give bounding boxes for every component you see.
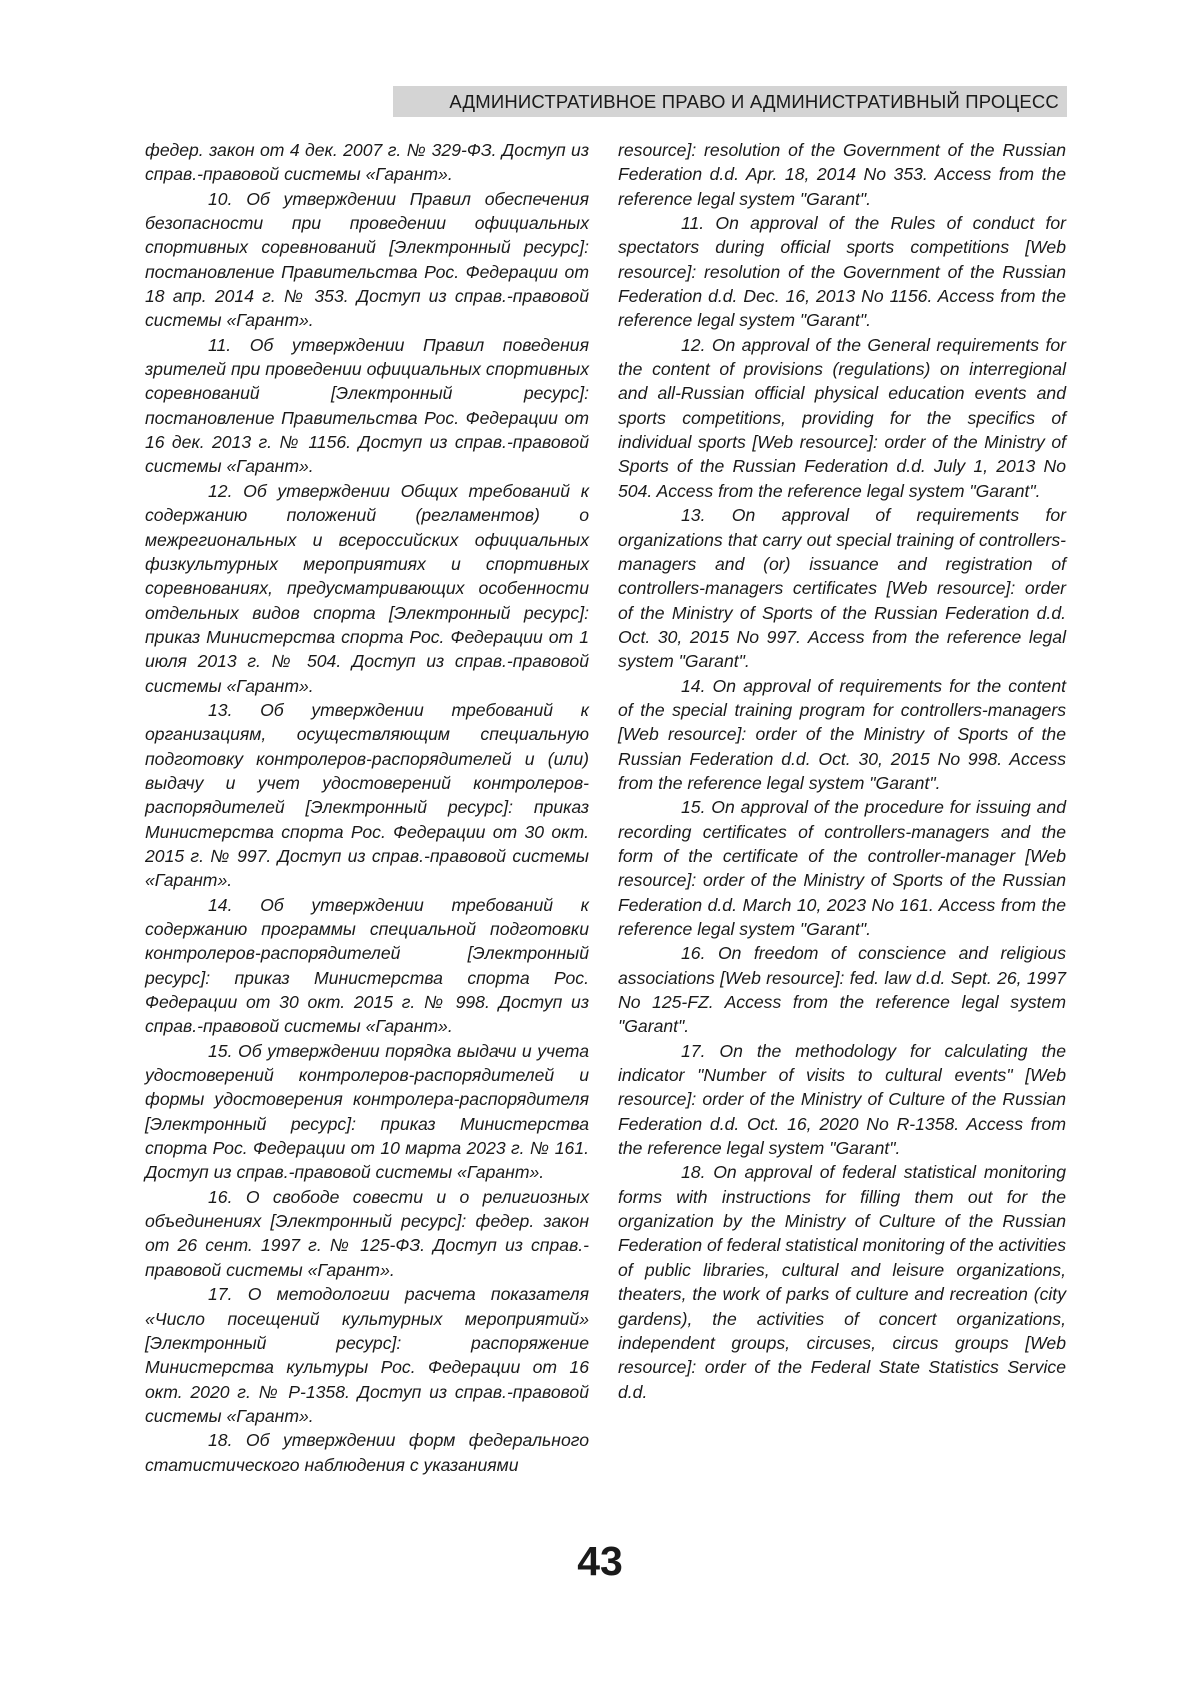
right-column-references xyxy=(618,138,1066,1404)
reference-en-10-continuation: resource]: resolution of the Government of the Russian Federation d.d. Apr. 18, 2014 No 353. Access from the reference legal system "Garant". xyxy=(618,140,1066,209)
reference-12: 12. Об утверждении Общих требований к содержанию положений (регламентов) о межрегиональных и всероссийских официальных физкультурных мероприятиях и спортивных соревнованиях, предусматривающих особенности отдельных видов спорта [Электронный ресурс]: приказ Министерства спорта Рос. Федерации от 1 июля 2013 г. № 504. Доступ из справ.-правовой системы «Гарант». xyxy=(145,480,589,696)
reference-en-15: 15. On approval of the procedure for issuing and recording certificates of controllers-managers and the form of the certificate of the controller-manager [Web resource]: order of the Ministry of Sports of the Russian Federation d.d. March 10, 2023 No 161. Access from the reference legal system "Garant". xyxy=(618,797,1066,939)
reference-en-16: 16. On freedom of conscience and religious associations [Web resource]: fed. law d.d. Sept. 26, 1997 No 125-FZ. Access from the reference legal system "Garant". xyxy=(618,943,1066,1037)
reference-15: 15. Об утверждении порядка выдачи и учета удостоверений контролеров-распорядителей и формы удостоверения контролера-распорядителя [Электронный ресурс]: приказ Министерства спорта Рос. Федерации от 10 марта 2023 г. № 161. Доступ из справ.-правовой системы «Гарант». xyxy=(145,1040,589,1183)
reference-9-continuation: федер. закон от 4 дек. 2007 г. № 329-ФЗ. Доступ из справ.-правовой системы «Гарант». xyxy=(145,140,589,185)
page-number: 43 xyxy=(577,1538,623,1584)
reference-14: 14. Об утверждении требований к содержанию программы специальной подготовки контролеров-распорядителей [Электронный ресурс]: приказ Министерства спорта Рос. Федерации от 30 окт. 2015 г. № 998. Доступ из справ.-правовой системы «Гарант». xyxy=(145,894,589,1037)
left-column-references xyxy=(145,138,589,1477)
reference-en-14: 14. On approval of requirements for the content of the special training program for controllers-managers [Web resource]: order of the Ministry of Sports of the Russian Federation d.d. Oct. 30, 2015 No 998. Access from the reference legal system "Garant". xyxy=(618,675,1066,793)
reference-en-12: 12. On approval of the General requirements for the content of provisions (regulations) on interregional and all-Russian official physical education events and sports competitions, providing for the specifics of individual sports [Web resource]: order of the Ministry of Sports of the Russian Federation d.d. July 1, 2013 No 504. Access from the reference legal system "Garant". xyxy=(618,334,1066,501)
reference-en-11: 11. On approval of the Rules of conduct for spectators during official sports competitions [Web resource]: resolution of the Government of the Russian Federation d.d. Dec. 16, 2013 No 1156. Access from the reference legal system "Garant". xyxy=(618,213,1066,331)
running-header: АДМИНИСТРАТИВНОЕ ПРАВО И АДМИНИСТРАТИВНЫЙ ПРОЦЕСС xyxy=(393,86,1067,117)
reference-18: 18. Об утверждении форм федерального статистического наблюдения с указаниями xyxy=(145,1430,589,1475)
reference-13: 13. Об утверждении требований к организациям, осуществляющим специальную подготовку контролеров-распорядителей и (или) выдачу и учет удостоверений контролеров-распорядителей [Электронный ресурс]: приказ Министерства спорта Рос. Федерации от 30 окт. 2015 г. № 997. Доступ из справ.-правовой системы «Гарант». xyxy=(145,699,589,891)
reference-en-18: 18. On approval of federal statistical monitoring forms with instructions for filling them out for the organization by the Ministry of Culture of the Russian Federation of federal statistical monitoring of the activities of public libraries, cultural and leisure organizations, theaters, the work of parks of culture and recreation (city gardens), the activities of concert organizations, independent groups, circuses, circus groups [Web resource]: order of the Federal State Statistics Service d.d. xyxy=(618,1162,1066,1402)
reference-11: 11. Об утверждении Правил поведения зрителей при проведении официальных спортивных соревнований [Электронный ресурс]: постановление Правительства Рос. Федерации от 16 дек. 2013 г. № 1156. Доступ из справ.-правовой системы «Гарант». xyxy=(145,334,589,477)
reference-16: 16. О свободе совести и о религиозных объединениях [Электронный ресурс]: федер. закон от 26 сент. 1997 г. № 125-ФЗ. Доступ из справ.-правовой системы «Гарант». xyxy=(145,1186,589,1280)
reference-17: 17. О методологии расчета показателя «Число посещений культурных мероприятий» [Электронный ресурс]: распоряжение Министерства культуры Рос. Федерации от 16 окт. 2020 г. № Р-1358. Доступ из справ.-правовой системы «Гарант». xyxy=(145,1284,589,1426)
reference-en-17: 17. On the methodology for calculating the indicator "Number of visits to cultural events" [Web resource]: order of the Ministry of Culture of the Russian Federation d.d. Oct. 16, 2020 No R-1358. Access from the reference legal system "Garant". xyxy=(618,1040,1066,1159)
reference-10: 10. Об утверждении Правил обеспечения безопасности при проведении официальных спортивных соревнований [Электронный ресурс]: постановление Правительства Рос. Федерации от 18 апр. 2014 г. № 353. Доступ из справ.-правовой системы «Гарант». xyxy=(145,188,589,331)
reference-en-13: 13. On approval of requirements for organizations that carry out special training of controllers-managers and (or) issuance and registration of controllers-managers certificates [Web resource]: order of the Ministry of Sports of the Russian Federation d.d. Oct. 30, 2015 No 997. Access from the reference legal system "Garant". xyxy=(618,505,1066,672)
